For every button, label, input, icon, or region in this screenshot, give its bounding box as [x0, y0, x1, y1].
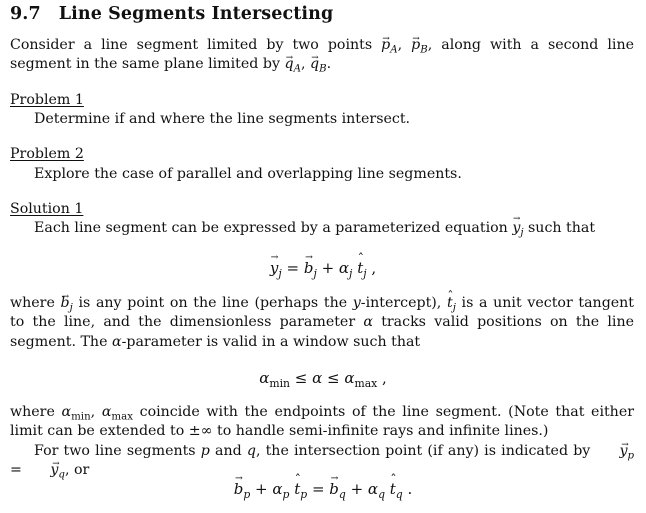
- problem-1-text: Determine if and where the line segments intersect.: [34, 111, 411, 127]
- section-number: 9.7: [10, 4, 41, 24]
- equation-intersection: $b \to_p + \alpha_p$ t ˆ$_p$ = $b \to_q + \alpha_q$ t ˆ$_q$ .: [10, 480, 636, 498]
- problem-1-label: Problem 1: [10, 92, 84, 108]
- problem-2-label: Problem 2: [10, 146, 84, 162]
- section-title: Line Segments Intersecting: [58, 4, 334, 24]
- where-paragraph-1: where $b \to_j$ is any point on the line (perhaps the y-intercept), t ˆ$_j$ is a unit vector tangent to the line, and the dimensionless parameter α tracks valid positions on the line segment. The α-parameter is valid in a window such that: [10, 294, 634, 352]
- where-paragraph-2: where $\alpha_{min}$, $\alpha_{max}$ coincide with the endpoints of the line segment. (Note that either limit can be extended to ±∞ to handle semi-infinite rays and infinite lines.): [10, 404, 635, 440]
- problem-2-text: Explore the case of parallel and overlapping line segments.: [34, 166, 462, 182]
- two-segments-paragraph: For two line segments p and q, the intersection point (if any) is indicated by $y \to_p = y \to_q$, or: [10, 442, 634, 481]
- solution-1-label: Solution 1: [10, 201, 84, 217]
- equation-line: $y \to_j = b \to_j + \alpha_j$ t ˆ$_j$ ,: [10, 259, 636, 277]
- intro-paragraph: Consider a line segment limited by two points $p \to_A$, $p \to_B$, along with a second line segment in the same plane limited by $q \to_A$, $q \to_B$.: [10, 36, 634, 75]
- section-heading: [10, 4, 333, 24]
- solution-1-intro: Each line segment can be expressed by a parameterized equation $y \to_j$ such that: [34, 220, 595, 236]
- equation-alpha-window: $\alpha_{min} \le \alpha \le \alpha_{max}$ ,: [259, 369, 387, 390]
